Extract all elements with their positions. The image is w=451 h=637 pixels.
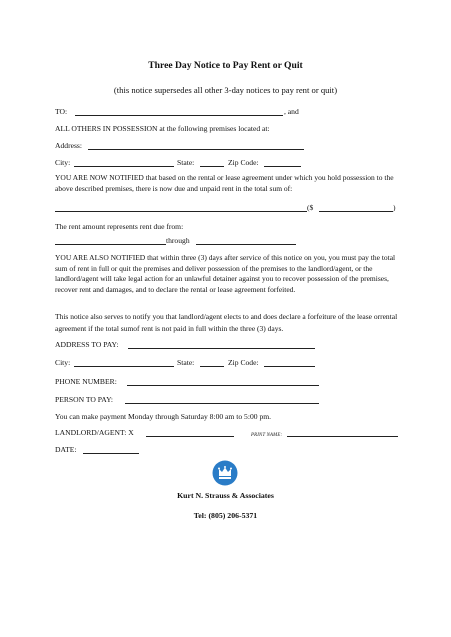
phone-label: PHONE NUMBER: xyxy=(55,377,117,386)
zip2-field[interactable] xyxy=(264,366,315,367)
state2-field[interactable] xyxy=(200,366,224,367)
rent-represents-text: The rent amount represents rent due from: xyxy=(55,222,184,231)
landlord-agent-label: LANDLORD/AGENT: X xyxy=(55,428,134,437)
to-field[interactable] xyxy=(75,115,283,116)
forfeiture-paragraph: This notice also serves to notify you that landlord/agent elects to and does declare a forfeiture of the lease orrental agreement if the total sumof rent is not paid in full within the three (3) days. xyxy=(55,312,398,333)
zip-label: Zip Code: xyxy=(228,158,259,167)
print-name-label: PRINT NAME: xyxy=(251,433,283,438)
crown-icon xyxy=(212,460,238,486)
state-field[interactable] xyxy=(200,166,224,167)
rent-from-field[interactable] xyxy=(55,244,166,245)
dollar-open: ($ xyxy=(307,203,314,212)
address-field[interactable] xyxy=(88,149,304,150)
state2-label: State: xyxy=(177,358,195,367)
to-label: TO: xyxy=(55,107,68,116)
zip2-label: Zip Code: xyxy=(228,358,259,367)
address-to-pay-label: ADDRESS TO PAY: xyxy=(55,340,119,349)
person-to-pay-label: PERSON TO PAY: xyxy=(55,395,113,404)
dollar-close: ) xyxy=(393,203,396,212)
state-label: State: xyxy=(177,158,195,167)
company-name: Kurt N. Strauss & Associates xyxy=(177,491,274,500)
others-in-possession-text: ALL OTHERS IN POSSESSION at the following premises located at: xyxy=(55,124,270,133)
also-notified-paragraph: YOU ARE ALSO NOTIFIED that within three (3) days after service of this notice on you, you must pay the total sum of rent in full or quit the premises and deliver possession of the premises to the landlord/agent, or the landlord/agent will take legal action for an unlawful detainer against you to recover possession of the premises, recover rent and damages, and to declare the rental or lease agreement forfeited. xyxy=(55,253,396,294)
payment-hours-text: You can make payment Monday through Saturday 8:00 am to 5:00 pm. xyxy=(55,412,272,421)
address-to-pay-field[interactable] xyxy=(128,348,315,349)
amount-words-field[interactable] xyxy=(55,211,307,212)
address-label: Address: xyxy=(55,141,82,150)
city2-field[interactable] xyxy=(74,366,174,367)
zip-field[interactable] xyxy=(264,166,301,167)
date-field[interactable] xyxy=(83,453,139,454)
person-to-pay-field[interactable] xyxy=(125,403,319,404)
amount-dollars-field[interactable] xyxy=(319,211,393,212)
landlord-signature-field[interactable] xyxy=(146,436,234,437)
date-label: DATE: xyxy=(55,445,77,454)
to-suffix: , and xyxy=(284,107,299,116)
page-title: Three Day Notice to Pay Rent or Quit xyxy=(148,60,303,71)
through-label: through xyxy=(166,236,190,245)
city2-label: City: xyxy=(55,358,71,367)
print-name-field[interactable] xyxy=(287,436,398,437)
phone-field[interactable] xyxy=(127,385,319,386)
page-subtitle: (this notice supersedes all other 3-day notices to pay rent or quit) xyxy=(113,85,338,95)
notified-paragraph: YOU ARE NOW NOTIFIED that based on the rental or lease agreement under which you hold possession to the above described premises, there is now due and unpaid rent in the total sum of: xyxy=(55,173,394,193)
city-label: City: xyxy=(55,158,71,167)
city-field[interactable] xyxy=(74,166,174,167)
company-phone: Tel: (805) 206-5371 xyxy=(193,511,258,520)
rent-through-field[interactable] xyxy=(196,244,296,245)
